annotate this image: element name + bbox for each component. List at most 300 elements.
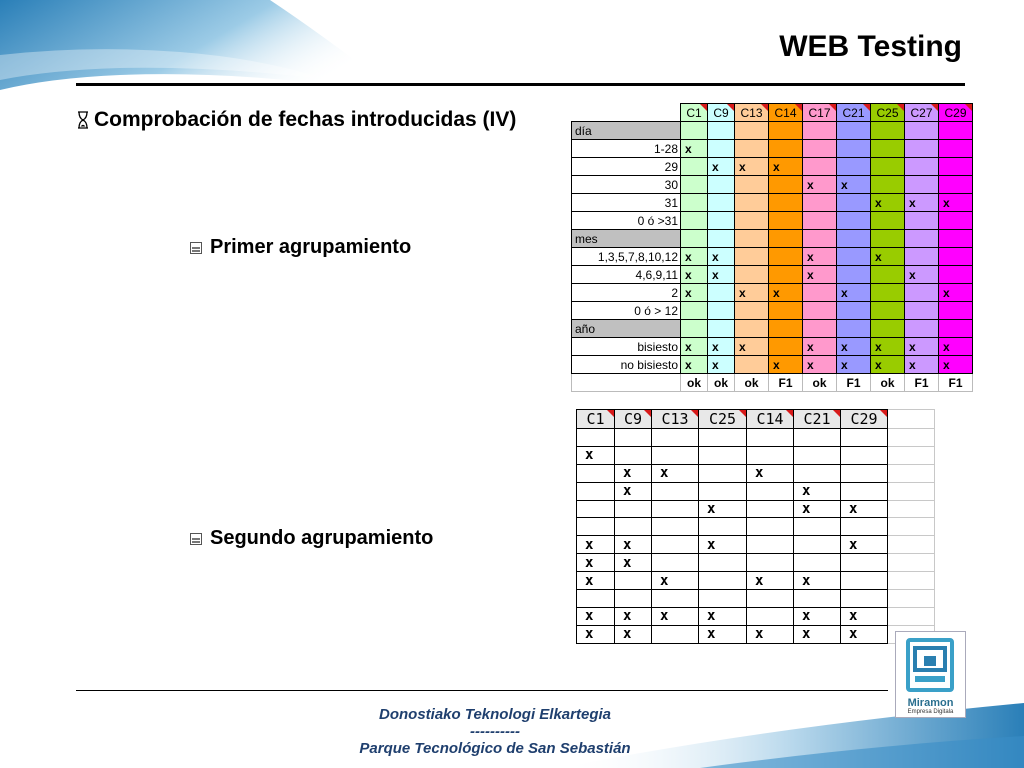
logo-name: Miramon <box>907 697 954 709</box>
table2-header-label: C9 <box>623 410 643 428</box>
table1-row <box>572 356 973 374</box>
table2-row <box>577 625 935 643</box>
table2-header-c21 <box>794 410 841 429</box>
sub-bullet-segundo-text: Segundo agrupamiento <box>210 527 434 549</box>
table1-row-label: 4,6,9,11 <box>572 266 681 284</box>
table1-cell <box>837 248 871 266</box>
table1-cell <box>708 302 735 320</box>
table1-cell <box>708 320 735 338</box>
table1-cell <box>735 356 769 374</box>
table2-cell: x <box>699 625 747 643</box>
table2-cell: x <box>577 554 615 572</box>
footer-line-3: Parque Tecnológico de San Sebastián <box>359 740 631 757</box>
table1-header-label: C27 <box>910 105 933 120</box>
table2-cell: x <box>794 607 841 625</box>
table1-row-label: 2 <box>572 284 681 302</box>
table2-cell <box>699 482 747 500</box>
footer-line-1: Donostiako Teknologi Elkartegia <box>379 706 611 723</box>
table1-cell <box>769 320 803 338</box>
table2-header-c13 <box>652 410 699 429</box>
table1-result-cell: ok <box>871 374 905 392</box>
table2-cell <box>615 500 652 518</box>
table2-cell <box>747 500 794 518</box>
comment-marker-icon <box>965 104 972 111</box>
table1-cell <box>871 230 905 248</box>
table2-cell <box>699 464 747 482</box>
table2-cell: x <box>652 607 699 625</box>
table1-cell <box>939 248 973 266</box>
comment-marker-icon <box>829 104 836 111</box>
table2-cell: x <box>577 625 615 643</box>
table2-cell <box>841 572 888 590</box>
table1-cell <box>905 158 939 176</box>
table2-cell <box>577 500 615 518</box>
comment-marker-icon <box>739 410 746 417</box>
table1-cell <box>905 122 939 140</box>
table2-cell <box>888 429 935 447</box>
table2-empty-cell <box>888 482 935 500</box>
table1-cell <box>803 122 837 140</box>
table2-cell: x <box>841 607 888 625</box>
table1-row <box>572 140 973 158</box>
table1-result-cell: F1 <box>837 374 871 392</box>
table1-cell <box>803 212 837 230</box>
table1-result-cell: F1 <box>905 374 939 392</box>
table2-cell <box>615 572 652 590</box>
table1-cell: x <box>708 266 735 284</box>
table1-row <box>572 194 973 212</box>
table1-cell <box>803 194 837 212</box>
table1-row-label: 30 <box>572 176 681 194</box>
comment-marker-icon <box>897 104 904 111</box>
table1-cell: x <box>939 194 973 212</box>
table1-row-label: 31 <box>572 194 681 212</box>
table1-section-label: año <box>572 320 681 338</box>
table1-cell <box>769 302 803 320</box>
comment-marker-icon <box>863 104 870 111</box>
table2-cell <box>699 446 747 464</box>
table1-cell <box>735 230 769 248</box>
table2-cell <box>699 572 747 590</box>
table1-cell <box>708 230 735 248</box>
table1-cell: x <box>708 356 735 374</box>
table1-cell <box>939 230 973 248</box>
table1-cell: x <box>871 356 905 374</box>
table1-cell: x <box>803 266 837 284</box>
table1-cell <box>769 140 803 158</box>
table2-cell: x <box>747 464 794 482</box>
table1-header-label: C1 <box>686 105 702 120</box>
table1-cell <box>769 266 803 284</box>
table1-cell: x <box>708 248 735 266</box>
table1-cell <box>837 320 871 338</box>
table1-header-label: C21 <box>842 105 865 120</box>
table1-header-c14 <box>769 104 803 122</box>
table1-cell <box>939 266 973 284</box>
table1-cell <box>708 176 735 194</box>
table1-row <box>572 302 973 320</box>
table2-cell <box>652 554 699 572</box>
table1-cell <box>871 212 905 230</box>
comment-marker-icon <box>644 410 651 417</box>
table1-row-label: no bisiesto <box>572 356 681 374</box>
table2-cell <box>652 500 699 518</box>
table1-header-c9 <box>708 104 735 122</box>
table2-header-c9 <box>615 410 652 429</box>
table2-header-label: C14 <box>756 410 784 428</box>
table1-header-c13 <box>735 104 769 122</box>
table2-empty-cell <box>888 518 935 536</box>
table2-row <box>577 464 935 482</box>
table1-row-label: 29 <box>572 158 681 176</box>
table1-cell: x <box>681 338 708 356</box>
table1-cell <box>708 212 735 230</box>
table2-header-label: C21 <box>803 410 831 428</box>
table2-cell: x <box>794 482 841 500</box>
table1-row-label: 0 ó > 12 <box>572 302 681 320</box>
table2-cell: x <box>747 625 794 643</box>
table2-cell <box>794 554 841 572</box>
table2-header-c25 <box>699 410 747 429</box>
table2-cell <box>652 429 699 447</box>
logo-subtitle: Empresa Digitala <box>907 709 954 715</box>
table1-cell <box>939 140 973 158</box>
table1-header-label: C25 <box>876 105 899 120</box>
table1-cell <box>837 266 871 284</box>
table2-cell: x <box>699 500 747 518</box>
comment-marker-icon <box>795 104 802 111</box>
table1-cell <box>735 302 769 320</box>
table1-row <box>572 284 973 302</box>
table2-cell: x <box>652 572 699 590</box>
table1-cell <box>769 176 803 194</box>
footer-line-2: ---------- <box>470 723 520 740</box>
table1-cell <box>837 158 871 176</box>
table1-cell: x <box>837 176 871 194</box>
table1-cell <box>939 320 973 338</box>
table1-row <box>572 248 973 266</box>
table2-cell <box>652 482 699 500</box>
table1-cell: x <box>939 284 973 302</box>
table1-cell <box>905 176 939 194</box>
second-grouping-table <box>576 409 935 644</box>
table1-cell: x <box>681 248 708 266</box>
table2-cell: x <box>577 607 615 625</box>
table2-header-label: C13 <box>661 410 689 428</box>
table2-row <box>577 500 935 518</box>
comment-marker-icon <box>833 410 840 417</box>
table2-cell <box>615 446 652 464</box>
table1-cell: x <box>837 338 871 356</box>
table2-cell <box>794 446 841 464</box>
sub-bullet-segundo <box>190 527 433 550</box>
table1-header-c21 <box>837 104 871 122</box>
table2-cell <box>841 429 888 447</box>
hourglass-bullet-icon <box>76 111 90 129</box>
table1-cell <box>681 122 708 140</box>
table2-cell <box>794 518 841 536</box>
table1-section-label: mes <box>572 230 681 248</box>
table1-cell <box>769 230 803 248</box>
table2-row <box>577 482 935 500</box>
table2-header-c1 <box>577 410 615 429</box>
comment-marker-icon <box>761 104 768 111</box>
table2-cell: x <box>747 572 794 590</box>
table1-cell <box>837 194 871 212</box>
table1-cell <box>803 320 837 338</box>
table1-header-label: C29 <box>944 105 967 120</box>
table1-cell <box>871 176 905 194</box>
table1-cell <box>681 320 708 338</box>
table2-cell <box>652 518 699 536</box>
table1-cell <box>837 140 871 158</box>
table2-cell: x <box>615 625 652 643</box>
table2-cell <box>699 554 747 572</box>
table2-cell <box>652 446 699 464</box>
table1-cell: x <box>905 338 939 356</box>
table2-cell <box>747 518 794 536</box>
table1-cell <box>939 122 973 140</box>
table2-cell <box>747 607 794 625</box>
table2-row <box>577 518 935 536</box>
table1-row <box>572 212 973 230</box>
table2-cell: x <box>794 572 841 590</box>
table2-cell <box>747 482 794 500</box>
table1-cell <box>769 248 803 266</box>
slide-title: WEB Testing <box>779 30 962 63</box>
table1-cell: x <box>735 338 769 356</box>
table2-cell: x <box>615 554 652 572</box>
table2-empty-cell <box>888 464 935 482</box>
table1-cell: x <box>871 248 905 266</box>
table1-row <box>572 176 973 194</box>
table1-result-cell: F1 <box>939 374 973 392</box>
table2-cell: x <box>652 464 699 482</box>
table1-row-label: 1,3,5,7,8,10,12 <box>572 248 681 266</box>
table2-cell <box>747 429 794 447</box>
table1-cell <box>803 302 837 320</box>
table1-cell: x <box>708 338 735 356</box>
table1-cell: x <box>735 284 769 302</box>
table1-result-cell: ok <box>681 374 708 392</box>
table2-cell <box>841 518 888 536</box>
table2-row <box>577 590 935 608</box>
comment-marker-icon <box>700 104 707 111</box>
table2-cell <box>577 482 615 500</box>
table1-row <box>572 338 973 356</box>
table1-cell: x <box>871 194 905 212</box>
table1-cell: x <box>905 194 939 212</box>
table1-cell: x <box>939 338 973 356</box>
table2-cell <box>841 590 888 608</box>
table1-cell <box>837 212 871 230</box>
table1-cell: x <box>681 266 708 284</box>
table2-cell <box>615 518 652 536</box>
table1-cell <box>708 140 735 158</box>
table1-cell: x <box>681 140 708 158</box>
table2-cell <box>794 464 841 482</box>
table1-corner <box>572 104 681 122</box>
table1-cell <box>708 122 735 140</box>
table1-cell <box>803 158 837 176</box>
sub-bullet-primer-text: Primer agrupamiento <box>210 236 412 258</box>
table1-cell: x <box>837 356 871 374</box>
table1-cell <box>681 230 708 248</box>
table2-row <box>577 536 935 554</box>
table2-cell: x <box>577 536 615 554</box>
comment-marker-icon <box>727 104 734 111</box>
table2-cell <box>841 482 888 500</box>
table1-cell <box>871 122 905 140</box>
table1-row-label: bisiesto <box>572 338 681 356</box>
table1-cell <box>837 302 871 320</box>
main-bullet-text: Comprobación de fechas introducidas (IV) <box>94 108 517 131</box>
table1-cell <box>681 194 708 212</box>
table2-cell: x <box>841 625 888 643</box>
table1-cell <box>769 122 803 140</box>
table2-empty-cell <box>888 590 935 608</box>
table1-cell <box>735 122 769 140</box>
table2-header-label: C1 <box>586 410 605 428</box>
table1-cell: x <box>769 158 803 176</box>
table1-cell <box>837 122 871 140</box>
table1-cell <box>681 212 708 230</box>
comment-marker-icon <box>931 104 938 111</box>
table2-row <box>577 446 935 464</box>
table2-cell <box>699 429 747 447</box>
table1-row-label: 1-28 <box>572 140 681 158</box>
table2-cell <box>794 536 841 554</box>
table1-results-label <box>572 374 681 392</box>
table2-cell: x <box>699 607 747 625</box>
table1-cell: x <box>803 356 837 374</box>
table1-cell: x <box>803 338 837 356</box>
table1-cell <box>769 338 803 356</box>
sub-bullet-primer <box>190 236 411 259</box>
table2-cell: x <box>699 536 747 554</box>
table1-cell <box>735 140 769 158</box>
table1-cell <box>939 158 973 176</box>
table1-header-c25 <box>871 104 905 122</box>
table1-cell <box>905 212 939 230</box>
table2-cell <box>577 429 615 447</box>
table1-cell: x <box>905 266 939 284</box>
table1-cell <box>905 230 939 248</box>
table1-cell <box>769 212 803 230</box>
table2-cell: x <box>615 607 652 625</box>
table1-header-label: C14 <box>774 105 797 120</box>
table1-row-label: 0 ó >31 <box>572 212 681 230</box>
table1-result-cell: ok <box>803 374 837 392</box>
footer <box>0 706 990 757</box>
table2-cell: x <box>841 500 888 518</box>
table2-empty-cell <box>888 446 935 464</box>
table2-empty-cell <box>888 536 935 554</box>
table2-cell <box>577 590 615 608</box>
table1-cell: x <box>681 284 708 302</box>
table2-cell <box>652 625 699 643</box>
table1-cell <box>871 284 905 302</box>
title-divider <box>76 83 965 86</box>
table1-result-cell: ok <box>735 374 769 392</box>
table1-result-cell: F1 <box>769 374 803 392</box>
table1-cell: x <box>708 158 735 176</box>
table2-header-c14 <box>747 410 794 429</box>
table1-cell: x <box>905 356 939 374</box>
table1-cell <box>871 266 905 284</box>
table1-cell: x <box>769 356 803 374</box>
table1-cell <box>905 302 939 320</box>
table2-cell <box>577 518 615 536</box>
table2-empty-column <box>888 410 935 429</box>
table2-empty-cell <box>888 572 935 590</box>
table1-cell <box>871 302 905 320</box>
table1-cell <box>735 320 769 338</box>
table1-header-c1 <box>681 104 708 122</box>
table1-cell <box>837 230 871 248</box>
table1-cell <box>939 302 973 320</box>
table1-cell: x <box>803 248 837 266</box>
table1-cell <box>939 212 973 230</box>
main-bullet <box>76 108 516 132</box>
table1-cell <box>871 320 905 338</box>
table1-cell <box>735 248 769 266</box>
table2-cell: x <box>615 464 652 482</box>
table2-cell <box>747 446 794 464</box>
table1-header-c27 <box>905 104 939 122</box>
table2-cell: x <box>577 572 615 590</box>
table2-cell: x <box>577 446 615 464</box>
table1-cell: x <box>735 158 769 176</box>
table1-header-c29 <box>939 104 973 122</box>
table1-row <box>572 158 973 176</box>
table1-cell <box>708 284 735 302</box>
table2-cell <box>615 590 652 608</box>
footer-divider <box>76 690 888 691</box>
table1-section-label: día <box>572 122 681 140</box>
table1-cell <box>735 194 769 212</box>
table2-cell <box>841 554 888 572</box>
table1-cell <box>905 248 939 266</box>
table1-header-label: C9 <box>713 105 729 120</box>
table1-row <box>572 266 973 284</box>
comment-marker-icon <box>607 410 614 417</box>
box-bullet-icon <box>190 533 202 545</box>
table1-cell <box>905 284 939 302</box>
comment-marker-icon <box>691 410 698 417</box>
table2-cell <box>699 590 747 608</box>
table1-cell <box>803 230 837 248</box>
miramon-logo <box>895 631 966 718</box>
table2-cell <box>794 590 841 608</box>
table2-cell <box>615 429 652 447</box>
table2-empty-cell <box>888 500 935 518</box>
table1-cell <box>905 320 939 338</box>
table1-cell: x <box>871 338 905 356</box>
table2-cell <box>652 590 699 608</box>
table2-cell <box>577 464 615 482</box>
table1-cell <box>871 140 905 158</box>
table2-cell <box>747 536 794 554</box>
table2-cell: x <box>841 536 888 554</box>
table2-cell: x <box>794 500 841 518</box>
table2-empty-cell <box>888 607 935 625</box>
table1-cell: x <box>837 284 871 302</box>
table1-cell <box>803 284 837 302</box>
table1-cell <box>939 176 973 194</box>
first-grouping-table <box>571 103 973 392</box>
table2-cell: x <box>615 482 652 500</box>
